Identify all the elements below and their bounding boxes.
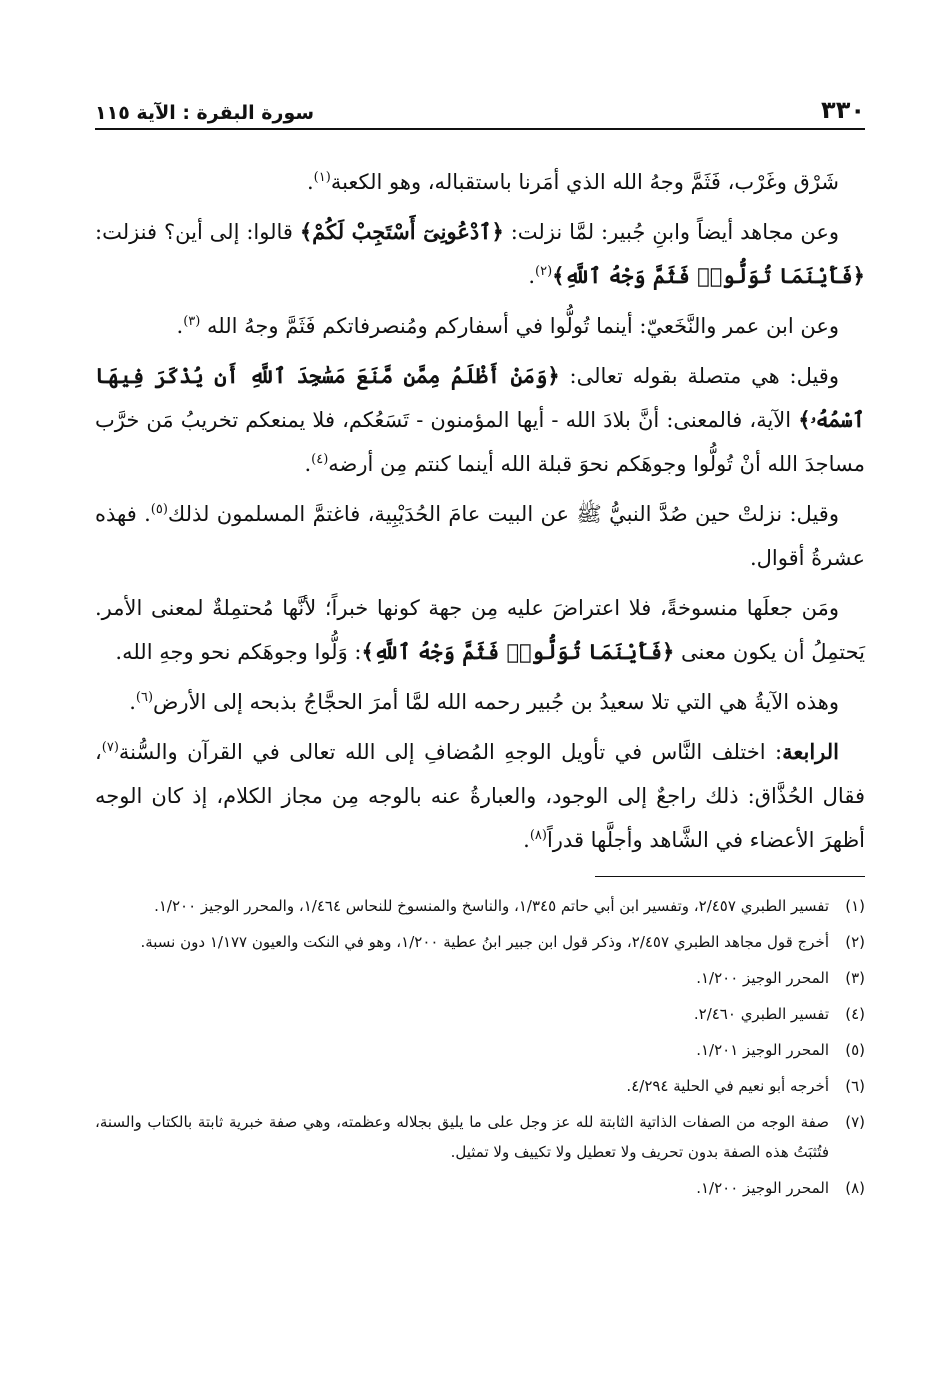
footnote-marker: (٤) [311, 452, 329, 467]
paragraph-text: . [528, 264, 535, 288]
footnote-number: (٢) [845, 933, 865, 951]
footnote [95, 1173, 865, 1203]
quran-verse: ﴿فَأَيْنَمَا تُوَلُّوا۟ فَثَمَّ وَجْهُ ٱللَّهِ﴾ [552, 263, 865, 288]
paragraph-text: شَرْق وغَرْب، فَثَمَّ وجهُ الله الذي أمَرنا باستقباله، وهو الكعبة [330, 170, 839, 194]
paragraph-text: . [306, 170, 314, 194]
footnote [95, 1035, 865, 1065]
paragraph-text: . [304, 452, 312, 476]
footnote-divider [595, 876, 865, 877]
paragraph-text: : وَلُّوا وجوهَكم نحو وجهِ الله. [115, 640, 362, 664]
paragraph [95, 586, 865, 674]
footnotes [95, 891, 865, 1203]
section-lead: الرابعة [782, 739, 839, 764]
footnote-number: (١) [845, 897, 865, 915]
page-header [95, 88, 865, 130]
paragraph-text: . [176, 314, 184, 338]
paragraph [95, 210, 865, 298]
quran-verse: ﴿وَمَنْ أَظْلَمُ مِمَّن مَّنَعَ مَسَٰجِدَ ٱللَّهِ أَن يُذْكَرَ فِيهَا ٱسْمُهُۥ﴾ [95, 363, 865, 432]
footnote-marker: (٣) [183, 314, 201, 329]
footnote-text: صفة الوجه من الصفات الذاتية الثابتة لله عز وجل على ما يليق بجلاله وعظمته، وهي صفة خبرية ثابتة بالكتاب والسنة، فتُثبَتُ هذه الصفة بدون تحريف ولا تعطيل ولا تكييف ولا تمثيل. [95, 1113, 829, 1161]
paragraph-text: وعن ابن عمر والنَّخَعيّ: أينما تُولُّوا في أسفاركم ومُنصرفاتكم فَثَمَّ وجهُ الله [200, 314, 839, 338]
paragraph-text: وقيل: هي متصلة بقوله تعالى: [559, 364, 839, 388]
footnote-number: (٥) [845, 1041, 865, 1059]
footnote-marker: (٨) [529, 828, 547, 843]
footnote-text: المحرر الوجيز ١/٢٠٠. [696, 1179, 829, 1197]
footnote-marker: (٥) [150, 502, 168, 517]
footnote-text: المحرر الوجيز ١/٢٠٠. [696, 969, 829, 987]
footnote-number: (٨) [845, 1179, 865, 1197]
paragraph [95, 492, 865, 580]
book-page [95, 88, 865, 1348]
footnote [95, 891, 865, 921]
quran-verse: ﴿ٱدْعُونِىٓ أَسْتَجِبْ لَكُمْ﴾ [299, 219, 504, 244]
quran-verse: ﴿فَأَيْنَمَا تُوَلُّوا۟ فَثَمَّ وَجْهُ ٱللَّهِ﴾ [361, 639, 675, 664]
footnote [95, 1107, 865, 1167]
paragraph-text: وعن مجاهد أيضاً وابنِ جُبير: لمَّا نزلت: [503, 220, 840, 244]
footnote-marker: (٦) [135, 690, 154, 705]
footnote [95, 999, 865, 1029]
paragraph-text: قالوا: إلى أين؟ فنزلت: [95, 220, 300, 244]
footnote-text: أخرجه أبو نعيم في الحلية ٤/٢٩٤. [626, 1077, 829, 1095]
main-text [95, 160, 865, 862]
footnote-number: (٧) [845, 1113, 865, 1131]
paragraph [95, 354, 865, 486]
footnote-marker: (١) [313, 170, 331, 185]
footnote-text: المحرر الوجيز ١/٢٠١. [696, 1041, 829, 1059]
paragraph-text: : اختلف النَّاس في تأويل الوجهِ المُضافِ إلى الله تعالى في القرآن والسُّنة [118, 740, 783, 764]
paragraph [95, 680, 865, 724]
paragraph-text: ومَن جعلَها منسوخةً، فلا اعتراضَ عليه مِن جهة كونها خبراً؛ لأنَّها مُحتمِلةٌ لمعنى الأمر. يَحتمِلُ أن يكون معنى [95, 596, 865, 664]
footnote-text: تفسير الطبري ٢/٤٥٧، وتفسير ابن أبي حاتم ١/٣٤٥، والناسخ والمنسوخ للنحاس ١/٤٦٤، والمحرر الوجيز ١/٢٠٠. [154, 897, 829, 915]
paragraph-text: . [523, 828, 530, 852]
footnote-text: أخرج قول مجاهد الطبري ٢/٤٥٧، وذكر قول ابن جبير ابنُ عطية ١/٢٠٠، وهو في النكت والعيون ١/١٧٧ دون نسبة. [140, 933, 829, 951]
page-number: ٣٣٠ [821, 96, 865, 124]
footnote [95, 963, 865, 993]
footnote-number: (٣) [845, 969, 865, 987]
footnote [95, 1071, 865, 1101]
paragraph-text: ، فقال الحُذَّاق: ذلك راجعٌ إلى الوجود، والعبارةُ عنه بالوجه مِن مجاز الكلام، إذ كان الوجه أظهرَ الأعضاء في الشَّاهد وأجلَّها قدراً [95, 740, 865, 852]
footnote-number: (٤) [845, 1005, 865, 1023]
paragraph-text: وقيل: نزلتْ حين صُدَّ النبيُّ ﷺ عن البيت عامَ الحُدَيْبِية، فاغتمَّ المسلمون لذلك [167, 502, 839, 526]
footnote [95, 927, 865, 957]
footnote-text: تفسير الطبري ٢/٤٦٠. [693, 1005, 829, 1023]
running-title: سورة البقرة : الآية ١١٥ [95, 102, 315, 124]
paragraph-text: . [129, 690, 136, 714]
paragraph-text: وهذه الآيةُ هي التي تلا سعيدُ بن جُبير رحمه الله لمَّا أمرَ الحجَّاجُ بذبحه إلى الأرض [153, 690, 839, 714]
paragraph-text: . فهذه عشرةُ أقوال. [95, 502, 865, 570]
footnote-marker: (٢) [535, 264, 553, 279]
footnote-marker: (٧) [101, 740, 119, 755]
paragraph [95, 160, 865, 204]
paragraph [95, 730, 865, 862]
paragraph-text: الآية، فالمعنى: أنَّ بلادَ الله - أيها المؤمنون - تَسَعُكم، فلا يمنعكم تخريبُ مَن خرَّب مساجدَ الله أنْ تُولُّوا وجوهَكم نحوَ قبلة الله أينما كنتم مِن أرضه [95, 408, 865, 476]
footnote-number: (٦) [845, 1077, 865, 1095]
paragraph [95, 304, 865, 348]
